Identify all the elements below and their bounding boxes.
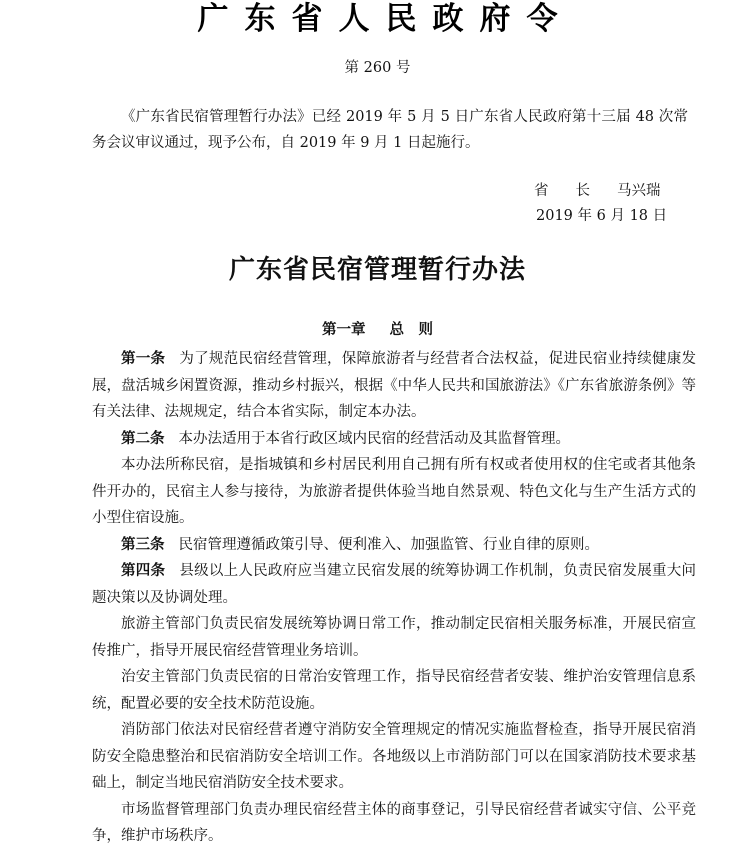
decree-number: 第 260 号 [344,60,411,76]
article-label: 第二条 [121,429,165,447]
document-title: 广东省民宿管理暂行办法 [228,255,526,285]
chapter-number: 第一章 [322,321,366,338]
article-label: 第四条 [121,562,166,579]
article-text: 旅游主管部门负责民宿发展统筹协调日常工作，推动制定民宿相关服务标准，开展民宿宣传推广，指导开展民宿经营管理业务培训。 [92,616,696,659]
article-paragraph [92,532,696,559]
article-label: 第一条 [121,350,166,367]
article-text: 本办法适用于本省行政区域内民宿的经营活动及其监督管理。 [178,430,570,447]
chapter-name: 总 则 [389,321,433,338]
signer-name: 马兴瑞 [617,183,661,199]
article-paragraph [92,452,696,532]
preamble-text: 《广东省民宿管理暂行办法》已经 2019 年 5 月 5 日广东省人民政府第十三届 48 次常务会议审议通过，现予公布，自 2019 年 9 月 1 日起施行。 [92,109,688,151]
article-text: 市场监督管理部门负责办理民宿经营主体的商事登记，引导民宿经营者诚实守信、公平竞争，维护市场秩序。 [92,801,696,844]
article-paragraph [92,664,696,717]
article-label: 第三条 [121,535,165,553]
article-text: 本办法所称民宿，是指城镇和乡村居民利用自己拥有所有权或者使用权的住宅或者其他条件开办的，民宿主人参与接待，为旅游者提供体验当地自然景观、特色文化与生产生活方式的小型住宿设施。 [92,457,696,526]
article-text: 消防部门依法对民宿经营者遵守消防安全管理规定的情况实施监督检查，指导开展民宿消防安全隐患整治和民宿消防安全培训工作。各地级以上市消防部门可以在国家消防技术要求基础上，制定当地民宿消防安全技术要求。 [92,722,696,791]
article-text: 为了规范民宿经营管理，保障旅游者与经营者合法权益，促进民宿业持续健康发展，盘活城乡闲置资源，推动乡村振兴，根据《中华人民共和国旅游法》《广东省旅游条例》等有关法律、法规规定，结合本省实际，制定本办法。 [92,351,696,420]
chapter-heading [0,318,755,342]
article-paragraph [92,346,696,426]
article-text: 县级以上人民政府应当建立民宿发展的统筹协调工作机制，负责民宿发展重大问题决策以及协调处理。 [92,563,696,606]
signer-line [534,178,661,204]
document-body [92,346,696,850]
article-text: 治安主管部门负责民宿的日常治安管理工作，指导民宿经营者安装、维护治安管理信息系统，配置必要的安全技术防范设施。 [92,669,696,712]
signing-date: 2019 年 6 月 18 日 [536,208,668,224]
article-paragraph [92,611,696,664]
article-paragraph [92,797,696,850]
article-text: 民宿管理遵循政策引导、便利准入、加强监管、行业自律的原则。 [178,536,599,553]
article-paragraph [92,717,696,797]
signer-title: 省长 [534,183,617,199]
article-paragraph [92,558,696,611]
article-paragraph [92,426,696,453]
decree-title: 广东省人民政府令 [197,1,574,37]
